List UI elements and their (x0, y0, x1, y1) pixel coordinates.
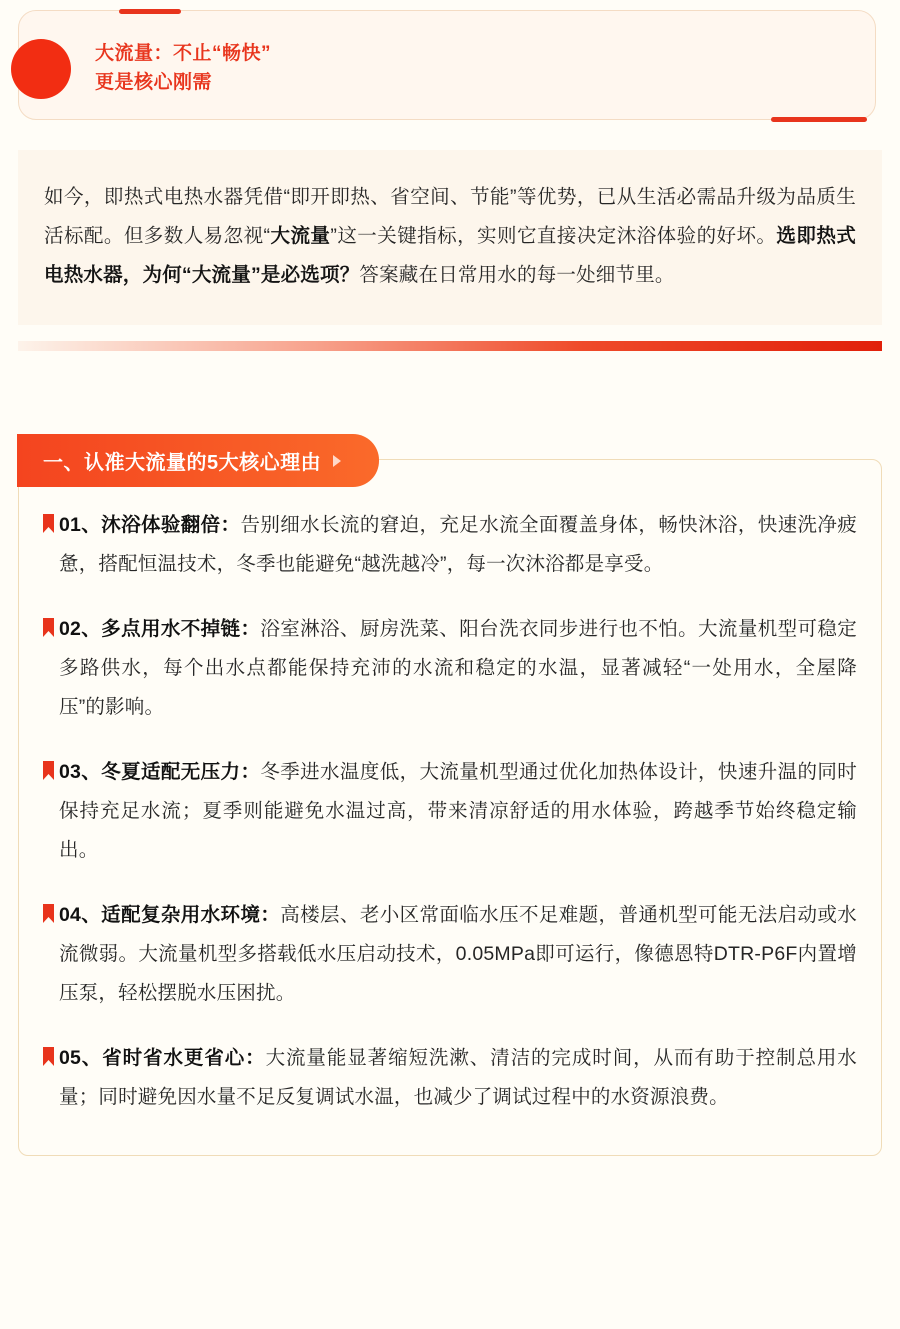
header-circle-decoration (11, 39, 71, 99)
list-item (43, 753, 857, 870)
list-item (43, 506, 857, 584)
header-title-group (95, 39, 271, 98)
list-item-body (59, 1039, 857, 1117)
list-item (43, 610, 857, 727)
list-item (43, 896, 857, 1013)
header-card (18, 10, 876, 120)
header-bottom-accent-bar (771, 117, 867, 122)
intro-block (18, 150, 882, 325)
list-item-text: 冬季进水温度低，大流量机型通过优化加热体设计，快速升温的同时保持充足水流；夏季则能避免水温过高，带来清凉舒适的用水体验，跨越季节始终稳定输出。 (59, 761, 857, 861)
ribbon-bullet-icon (43, 1039, 59, 1117)
list-item-body (59, 896, 857, 1013)
list-item (43, 1039, 857, 1117)
list-item-text: 大流量能显著缩短洗漱、清洁的完成时间，从而有助于控制总用水量；同时避免因水量不足反复调试水温，也减少了调试过程中的水资源浪费。 (59, 1047, 857, 1108)
ribbon-bullet-icon (43, 896, 59, 1013)
ribbon-bullet-icon (43, 506, 59, 584)
header-title-line-1: 大流量：不止“畅快” (95, 43, 272, 64)
header-banner (18, 0, 882, 120)
section-heading-label: 一、认准大流量的5大核心理由 (43, 452, 322, 474)
ribbon-bullet-icon (43, 610, 59, 727)
list-item-title: 02、多点用水不掉链： (59, 618, 261, 640)
chevron-right-icon (333, 455, 341, 467)
list-item-text: 浴室淋浴、厨房洗菜、阳台洗衣同步进行也不怕。大流量机型可稳定多路供水，每个出水点都能保持充沛的水流和稳定的水温，显著减轻“一处用水，全屋降压”的影响。 (59, 618, 857, 718)
list-item-text: 高楼层、老小区常面临水压不足难题，普通机型可能无法启动或水流微弱。大流量机型多搭载低水压启动技术，0.05MPa即可运行，像德恩特DTR-P6F内置增压泵，轻松摆脱水压困扰。 (59, 904, 857, 1004)
header-title-line-2: 更是核心刚需 (95, 72, 213, 94)
list-item-body (59, 753, 857, 870)
list-item-body (59, 506, 857, 584)
section-core-reasons (18, 452, 882, 1156)
header-top-accent-bar (119, 9, 181, 14)
list-item-title: 03、冬夏适配无压力： (59, 761, 261, 783)
section-heading-tab (17, 434, 379, 487)
intro-text-part-2: ”这一关键指标，实则它直接决定沐浴体验的好坏。 (330, 225, 777, 247)
list-item-title: 04、适配复杂用水环境： (59, 904, 281, 926)
list-item-text: 告别细水长流的窘迫，充足水流全面覆盖身体，畅快沐浴，快速洗净疲惫，搭配恒温技术，冬季也能避免“越洗越冷”，每一次沐浴都是享受。 (59, 514, 857, 575)
intro-text-part-3: 答案藏在日常用水的每一处细节里。 (359, 264, 675, 286)
gradient-divider (18, 341, 882, 351)
ribbon-bullet-icon (43, 753, 59, 870)
intro-bold-2: 选即热式电热水器，为何“大流量”是必选项？ (44, 225, 856, 286)
intro-paragraph (44, 178, 856, 295)
intro-text-part-1: 如今，即热式电热水器凭借“即开即热、省空间、节能”等优势，已从生活必需品升级为品质生活标配。但多数人易忽视“ (44, 186, 856, 247)
list-item-title: 05、省时省水更省心： (59, 1047, 266, 1069)
list-item-title: 01、沐浴体验翻倍： (59, 514, 241, 536)
intro-bold-1: 大流量 (270, 225, 331, 247)
list-item-body (59, 610, 857, 727)
